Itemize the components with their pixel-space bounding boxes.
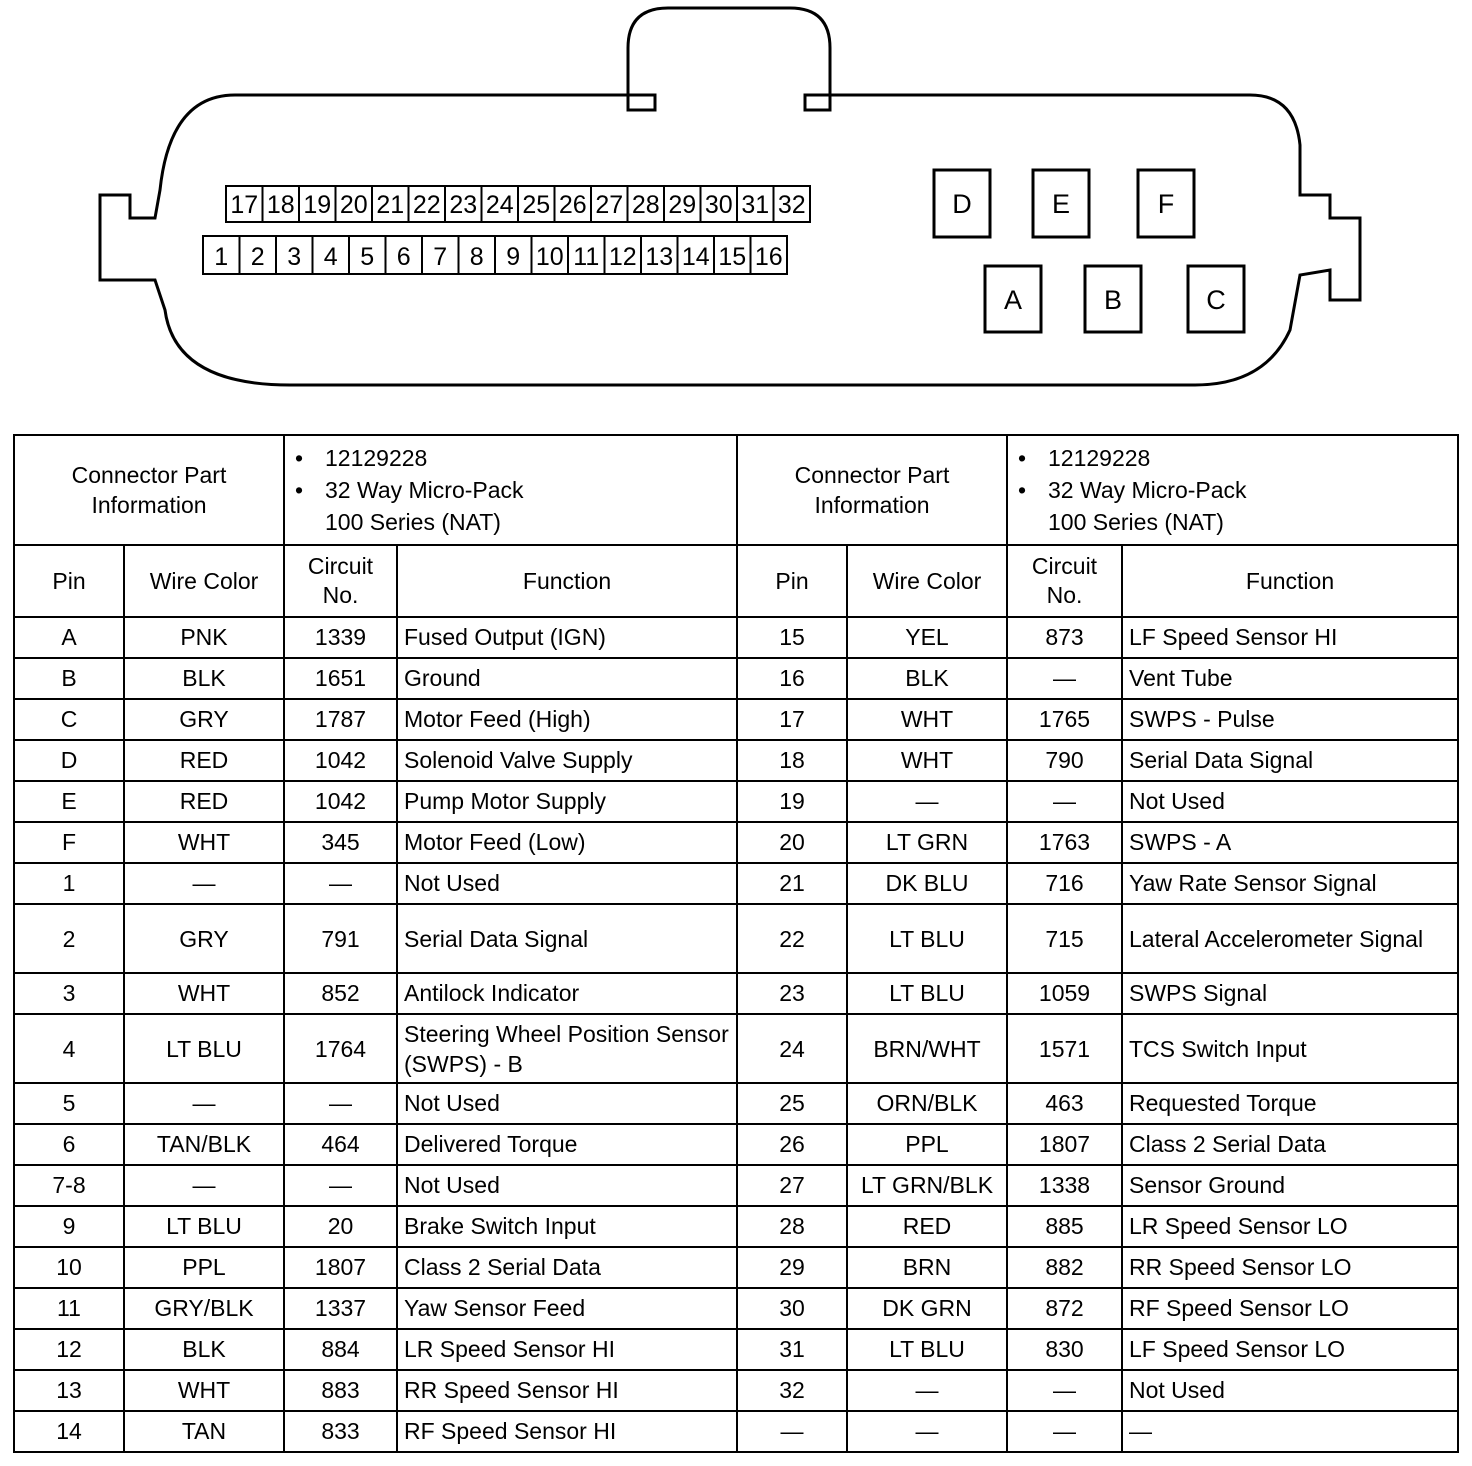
wire-color-cell: RED (124, 781, 284, 822)
circuit-cell: 1764 (284, 1014, 397, 1083)
pin-cell: E (14, 781, 124, 822)
wire-color-cell: LT BLU (847, 973, 1007, 1014)
cavity-label: 20 (339, 191, 368, 219)
wire-color-cell: BLK (847, 658, 1007, 699)
circuit-cell: 715 (1007, 904, 1122, 973)
cavity-label: B (1103, 285, 1123, 315)
function-cell: Not Used (1122, 1370, 1458, 1411)
cavity-B (1085, 266, 1141, 332)
cavity-2 (240, 236, 277, 274)
circuit-cell: 883 (284, 1370, 397, 1411)
function-cell: LR Speed Sensor LO (1122, 1206, 1458, 1247)
col-header-circuit-b: No. (322, 582, 359, 608)
pin-cell: 20 (737, 822, 847, 863)
cavity-3 (276, 236, 313, 274)
wire-color-cell: — (124, 863, 284, 904)
cavity-24 (482, 186, 519, 222)
wire-color-cell: PPL (124, 1247, 284, 1288)
right-connector-series: 100 Series (NAT) (1048, 509, 1224, 535)
function-cell: Not Used (397, 863, 737, 904)
wire-color-cell: RED (847, 1206, 1007, 1247)
cavity-label: 10 (535, 243, 564, 271)
wire-color-cell: — (847, 781, 1007, 822)
wire-color-cell: LT BLU (847, 1329, 1007, 1370)
col-header-circuit-a: Circuit (1031, 553, 1098, 579)
table-row (14, 1288, 1458, 1329)
col-header-pin: Pin (737, 545, 847, 617)
circuit-cell: 345 (284, 822, 397, 863)
cavity-1 (203, 236, 240, 274)
wire-color-cell: BRN (847, 1247, 1007, 1288)
cavity-16 (751, 236, 788, 274)
circuit-cell: — (284, 1083, 397, 1124)
cavity-10 (532, 236, 569, 274)
wire-color-cell: BRN/WHT (847, 1014, 1007, 1083)
circuit-cell: — (1007, 1411, 1122, 1452)
connector-info-row (14, 435, 1458, 545)
wire-color-cell: BLK (124, 1329, 284, 1370)
col-header-circuit-a: Circuit (307, 553, 374, 579)
circuit-cell: 1339 (284, 617, 397, 658)
wire-color-cell: — (847, 1411, 1007, 1452)
cavity-label: 28 (631, 191, 660, 219)
function-cell: Ground (397, 658, 737, 699)
cavity-label: 21 (376, 191, 405, 219)
wire-color-cell: GRY/BLK (124, 1288, 284, 1329)
function-cell: Sensor Ground (1122, 1165, 1458, 1206)
function-cell: Serial Data Signal (397, 904, 737, 973)
column-header-row (14, 545, 1458, 617)
cavity-11 (568, 236, 605, 274)
wire-color-cell: WHT (847, 699, 1007, 740)
cavity-label: 18 (266, 191, 295, 219)
circuit-cell: 1763 (1007, 822, 1122, 863)
cavity-27 (591, 186, 628, 222)
cavity-9 (495, 236, 532, 274)
function-cell: Antilock Indicator (397, 973, 737, 1014)
function-cell: Solenoid Valve Supply (397, 740, 737, 781)
cavity-18 (263, 186, 300, 222)
circuit-cell: — (1007, 1370, 1122, 1411)
circuit-cell: — (284, 1165, 397, 1206)
cavity-31 (737, 186, 774, 222)
cavity-26 (555, 186, 592, 222)
wire-color-cell: WHT (124, 822, 284, 863)
circuit-cell: 463 (1007, 1083, 1122, 1124)
right-connector-type: 32 Way Micro-Pack (1048, 477, 1247, 503)
circuit-cell: 20 (284, 1206, 397, 1247)
cavity-label: 1 (214, 243, 229, 271)
col-header-pin: Pin (14, 545, 124, 617)
pin-cell: 27 (737, 1165, 847, 1206)
pin-cell: A (14, 617, 124, 658)
pin-cell: 10 (14, 1247, 124, 1288)
cavity-label: 5 (360, 243, 375, 271)
table-row (14, 904, 1458, 973)
right-info-values (1007, 435, 1458, 545)
table-row (14, 1329, 1458, 1370)
bullet: • (295, 445, 304, 471)
table-row (14, 617, 1458, 658)
pin-cell: 16 (737, 658, 847, 699)
wire-color-cell: — (124, 1083, 284, 1124)
left-info-values (284, 435, 737, 545)
pin-cell: 9 (14, 1206, 124, 1247)
wire-color-cell: DK GRN (847, 1288, 1007, 1329)
pin-cell: 19 (737, 781, 847, 822)
pin-cell: 22 (737, 904, 847, 973)
cavity-28 (628, 186, 665, 222)
right-info-label-text: Connector Part Information (794, 462, 950, 518)
table-row (14, 863, 1458, 904)
pin-cell: 23 (737, 973, 847, 1014)
cavity-23 (445, 186, 482, 222)
cavity-label: 16 (754, 243, 783, 271)
circuit-cell: — (1007, 658, 1122, 699)
function-cell: Fused Output (IGN) (397, 617, 737, 658)
function-cell: LF Speed Sensor HI (1122, 617, 1458, 658)
table-row (14, 699, 1458, 740)
wire-color-cell: LT GRN (847, 822, 1007, 863)
pin-cell: 12 (14, 1329, 124, 1370)
function-cell: Not Used (1122, 781, 1458, 822)
col-header-function: Function (1122, 545, 1458, 617)
circuit-cell: 872 (1007, 1288, 1122, 1329)
pin-cell: 29 (737, 1247, 847, 1288)
pin-cell: 24 (737, 1014, 847, 1083)
cavity-30 (701, 186, 738, 222)
cavity-17 (226, 186, 263, 222)
bullet: • (1018, 445, 1027, 471)
circuit-cell: 1765 (1007, 699, 1122, 740)
wire-color-cell: PPL (847, 1124, 1007, 1165)
cavity-label: 27 (595, 191, 624, 219)
function-cell: Steering Wheel Position Sensor (SWPS) - B (397, 1014, 737, 1083)
pin-cell: 21 (737, 863, 847, 904)
wire-color-cell: WHT (124, 973, 284, 1014)
col-header-circuit-b: No. (1046, 582, 1083, 608)
connector-diagram (0, 0, 1472, 410)
function-cell: Yaw Sensor Feed (397, 1288, 737, 1329)
left-connector-type: 32 Way Micro-Pack (325, 477, 524, 503)
circuit-cell: 830 (1007, 1329, 1122, 1370)
cavity-label: 2 (250, 243, 265, 271)
cavity-label: 32 (777, 191, 806, 219)
function-cell: Motor Feed (High) (397, 699, 737, 740)
cavity-13 (641, 236, 678, 274)
circuit-cell: 873 (1007, 617, 1122, 658)
pin-cell: 26 (737, 1124, 847, 1165)
function-cell: TCS Switch Input (1122, 1014, 1458, 1083)
pin-cell: C (14, 699, 124, 740)
pin-cell: 14 (14, 1411, 124, 1452)
circuit-cell: 791 (284, 904, 397, 973)
cavity-D (934, 170, 990, 237)
cavity-label: 14 (681, 243, 710, 271)
cavity-label: 29 (668, 191, 697, 219)
cavity-8 (459, 236, 496, 274)
pin-cell: — (737, 1411, 847, 1452)
wire-color-cell: WHT (124, 1370, 284, 1411)
wire-color-cell: LT GRN/BLK (847, 1165, 1007, 1206)
function-cell: RR Speed Sensor HI (397, 1370, 737, 1411)
cavity-21 (372, 186, 409, 222)
circuit-cell: 716 (1007, 863, 1122, 904)
cavity-label: 22 (412, 191, 441, 219)
function-cell: Brake Switch Input (397, 1206, 737, 1247)
pin-cell: 32 (737, 1370, 847, 1411)
circuit-cell: 1787 (284, 699, 397, 740)
cavity-5 (349, 236, 386, 274)
left-connector-series: 100 Series (NAT) (325, 509, 501, 535)
cavity-14 (678, 236, 715, 274)
col-header-wire-color: Wire Color (847, 545, 1007, 617)
large-cavities (934, 170, 1244, 332)
function-cell: LR Speed Sensor HI (397, 1329, 737, 1370)
circuit-cell: 885 (1007, 1206, 1122, 1247)
table-row (14, 1247, 1458, 1288)
table-row (14, 740, 1458, 781)
function-cell: Class 2 Serial Data (397, 1247, 737, 1288)
pin-cell: 17 (737, 699, 847, 740)
bullet: • (295, 477, 304, 503)
pin-cell: 15 (737, 617, 847, 658)
circuit-cell: 852 (284, 973, 397, 1014)
pin-cell: 28 (737, 1206, 847, 1247)
left-info-label (14, 435, 284, 545)
wire-color-cell: BLK (124, 658, 284, 699)
table-row (14, 1165, 1458, 1206)
cavity-12 (605, 236, 642, 274)
pin-cell: 30 (737, 1288, 847, 1329)
wire-color-cell: GRY (124, 699, 284, 740)
function-cell: Delivered Torque (397, 1124, 737, 1165)
cavity-7 (422, 236, 459, 274)
wire-color-cell: LT BLU (847, 904, 1007, 973)
wire-color-cell: LT BLU (124, 1014, 284, 1083)
cavity-4 (313, 236, 350, 274)
table-row (14, 822, 1458, 863)
pin-cell: 11 (14, 1288, 124, 1329)
left-part-number: 12129228 (325, 445, 428, 471)
circuit-cell: 790 (1007, 740, 1122, 781)
cavity-A (985, 266, 1041, 332)
function-cell: SWPS - Pulse (1122, 699, 1458, 740)
cavity-label: 6 (396, 243, 411, 271)
wire-color-cell: LT BLU (124, 1206, 284, 1247)
cavity-F (1138, 170, 1194, 237)
pin-cell: 6 (14, 1124, 124, 1165)
cavity-label: 17 (230, 191, 259, 219)
function-cell: Class 2 Serial Data (1122, 1124, 1458, 1165)
pin-cell: F (14, 822, 124, 863)
cavity-C (1188, 266, 1244, 332)
function-cell: Yaw Rate Sensor Signal (1122, 863, 1458, 904)
circuit-cell: 1059 (1007, 973, 1122, 1014)
pin-cell: 7-8 (14, 1165, 124, 1206)
cavity-label: 7 (433, 243, 448, 271)
cavity-label: 15 (718, 243, 747, 271)
table-row (14, 1411, 1458, 1452)
left-info-label-text: Connector Part Information (71, 462, 227, 518)
circuit-cell: 1042 (284, 740, 397, 781)
function-cell: RR Speed Sensor LO (1122, 1247, 1458, 1288)
function-cell: Not Used (397, 1165, 737, 1206)
circuit-cell: 464 (284, 1124, 397, 1165)
wire-color-cell: RED (124, 740, 284, 781)
function-cell: RF Speed Sensor LO (1122, 1288, 1458, 1329)
cavity-label: 13 (645, 243, 674, 271)
cavity-6 (386, 236, 423, 274)
pin-cell: 4 (14, 1014, 124, 1083)
table-row (14, 973, 1458, 1014)
wire-color-cell: — (124, 1165, 284, 1206)
table-row (14, 1083, 1458, 1124)
cavity-label: 23 (449, 191, 478, 219)
function-cell: Not Used (397, 1083, 737, 1124)
pin-cell: 3 (14, 973, 124, 1014)
cavity-20 (336, 186, 373, 222)
pin-cell: B (14, 658, 124, 699)
cavity-label: 12 (608, 243, 637, 271)
cavity-label: 3 (287, 243, 302, 271)
right-info-label (737, 435, 1007, 545)
cavity-label: D (952, 189, 972, 219)
cavity-label: 24 (485, 191, 514, 219)
top-row-cavities (226, 186, 810, 222)
circuit-cell: 1571 (1007, 1014, 1122, 1083)
wire-color-cell: WHT (847, 740, 1007, 781)
bottom-row-cavities (203, 236, 787, 274)
cavity-label: F (1157, 189, 1175, 219)
cavity-22 (409, 186, 446, 222)
circuit-cell: 833 (284, 1411, 397, 1452)
cavity-19 (299, 186, 336, 222)
pin-cell: 31 (737, 1329, 847, 1370)
wire-color-cell: TAN/BLK (124, 1124, 284, 1165)
function-cell: LF Speed Sensor LO (1122, 1329, 1458, 1370)
cavity-label: 9 (506, 243, 521, 271)
function-cell: RF Speed Sensor HI (397, 1411, 737, 1452)
function-cell: Lateral Accelerometer Signal (1122, 904, 1458, 973)
circuit-cell: 1042 (284, 781, 397, 822)
circuit-cell: 1338 (1007, 1165, 1122, 1206)
cavity-25 (518, 186, 555, 222)
bullet: • (1018, 477, 1027, 503)
pin-cell: 2 (14, 904, 124, 973)
function-cell: SWPS Signal (1122, 973, 1458, 1014)
cavity-label: 8 (469, 243, 484, 271)
circuit-cell: 1807 (1007, 1124, 1122, 1165)
col-header-wire-color: Wire Color (124, 545, 284, 617)
table-row (14, 658, 1458, 699)
col-header-circuit (284, 545, 397, 617)
right-part-number: 12129228 (1048, 445, 1151, 471)
function-cell: Vent Tube (1122, 658, 1458, 699)
col-header-function: Function (397, 545, 737, 617)
table-row (14, 1014, 1458, 1083)
pin-cell: D (14, 740, 124, 781)
pin-cell: 25 (737, 1083, 847, 1124)
table-row (14, 1124, 1458, 1165)
function-cell: — (1122, 1411, 1458, 1452)
cavity-29 (664, 186, 701, 222)
cavity-label: 30 (704, 191, 733, 219)
cavity-label: 19 (303, 191, 332, 219)
cavity-label: 4 (323, 243, 338, 271)
function-cell: Serial Data Signal (1122, 740, 1458, 781)
function-cell: Requested Torque (1122, 1083, 1458, 1124)
wire-color-cell: — (847, 1370, 1007, 1411)
circuit-cell: 1807 (284, 1247, 397, 1288)
pin-cell: 1 (14, 863, 124, 904)
pinout-table (13, 434, 1459, 1453)
wire-color-cell: GRY (124, 904, 284, 973)
function-cell: SWPS - A (1122, 822, 1458, 863)
cavity-32 (774, 186, 811, 222)
cavity-15 (714, 236, 751, 274)
wire-color-cell: ORN/BLK (847, 1083, 1007, 1124)
function-cell: Pump Motor Supply (397, 781, 737, 822)
wire-color-cell: DK BLU (847, 863, 1007, 904)
table-row (14, 1206, 1458, 1247)
col-header-circuit (1007, 545, 1122, 617)
cavity-label: 26 (558, 191, 587, 219)
cavity-label: 11 (573, 243, 600, 271)
table-row (14, 1370, 1458, 1411)
pin-cell: 18 (737, 740, 847, 781)
cavity-label: 25 (522, 191, 551, 219)
wire-color-cell: TAN (124, 1411, 284, 1452)
cavity-label: A (1003, 285, 1023, 315)
circuit-cell: 884 (284, 1329, 397, 1370)
circuit-cell: 1337 (284, 1288, 397, 1329)
function-cell: Motor Feed (Low) (397, 822, 737, 863)
circuit-cell: — (284, 863, 397, 904)
pin-cell: 5 (14, 1083, 124, 1124)
cavity-label: C (1206, 285, 1226, 315)
pin-cell: 13 (14, 1370, 124, 1411)
circuit-cell: — (1007, 781, 1122, 822)
cavity-label: E (1051, 189, 1071, 219)
circuit-cell: 1651 (284, 658, 397, 699)
circuit-cell: 882 (1007, 1247, 1122, 1288)
cavity-E (1033, 170, 1089, 237)
wire-color-cell: PNK (124, 617, 284, 658)
table-row (14, 781, 1458, 822)
cavity-label: 31 (741, 191, 770, 219)
wire-color-cell: YEL (847, 617, 1007, 658)
